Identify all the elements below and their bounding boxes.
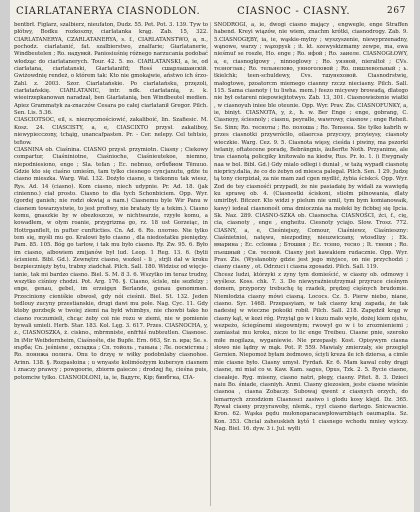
header-left-running-title: CIARLATANERYA CIASNODLON.	[16, 5, 201, 17]
dictionary-entry: Chcesz ludzi, którzyki z zyny tym domieścić, w ciasny ob. odmowy i wyślesz. Koss. chk. 7. 3. Do niewyraźnieutrzymał przyruce cieśnym domem, przyporzy trebuchę tę rzadek, prędzej cięśnych brudomie. Niemłodzia ciasny mówi ciasną. Lococs. Cz. 5. Pierw niebo, niane, ciasno. Syr. 1468. Przepasyiam, w tak ciasny kraj zapada, że tak nadesiej w wieczne pokoiki robił. Pilch. Sall. 218. Zapędził krąg w ciasny kąt, w kozi róg. Przyiął go w i kuzu mało wyłe, dożej kiem ojshu, wezpeżo, ściegśnemi siegowniym; rwowył go w i to zrozmieniemi ; zamiastai mu kroku, nicze to lic enge Treibeu. Ciasne pnie, szeroko miłe mogilaza, wyganiewie. Nie przepasły. Kost. Opisywym ciasna słowo nie lądny w mąk. Pot. P. 559. Mawialy zmierzały, sie przegięł Gernien. Niepomoż byłam żedmowo, ściyli kreza ile ich dziersa, a cimle mie ciasne było. Ciasny umysł. Fyrdań. Kr. 6. Mam kawal coby drągi ciasne, mi miał co w. Kaw. Kam. sagus, Opus, Tzk. 2. 5. Bycie ciasne, ciseałeje. Ryg. miseny, ciasno natri, płegy, ciasny. Pitet. 8. 3. Dzieci naiu Bo. śniade, ciasniyh. Anmi. Ciasny giezosien, jeste ciasne wieśnie ciasnoa , ciasna Zobaczy. Subowaj qwent z ciasnych orzych, do lemarnych zrzodziom Ciasnosci zasiwo i glodu kosy klejd. Dz. 365. Rywał ciasny przyyrawoby, nlemk., ryyl ciasno dartego. Snicwacnie. Kron. 62. Wąska pędu mułonoparacawpłowarnbiąch oaumaplia. Sz. Kon. 353. Chcial zaheuskieh kytó 1 ciasnego wchodu mniey wyiczy. Nag. Biel. 16. dyw. 3 i. Jul. wyłli	[214, 271, 408, 432]
dictionary-entry: bentbrł. Figlarz, szalbierz, nieufaton, Dudz. 55. Pet. Pot. 3. 139. Tyw to płótwy, Bodku rozkoszny, ciarlatanka krąg. Zab. 15, 322. CIARLATANERYA, CZARLATANERYA, s. f., CIARLATANSTWO, a, n., pochodz. ciarlatanić, fat. szalbierstwo, znalfarie; Giarlatanerie, Windbeutelen ; Ro. надувкй. Paniosiuśnię różnego narzucania podobać włodząc do ciarlatanerych. Tour. 42. 5. по. CIARLATANSKI, a, ie, od ciarlatana, ciarlatanski, Giarlatanifd; Rosś сшарлашанскій. Gwiżowdnię rendeż, o którem tak: Kto nie gmokajwie, aństwo ich śrzo-Zahl. z. 2003. Szor. Ciarlatańskie. Po ciarlatańsku, przęzoli, ciarlatańskię. CIARLATANIC, intr. ndk. ciarlatanią, z. k. wieeirzepkanowan naradzał, ben Giarlatanią, ben Windbeutel medien. Apiez Grammatyk za-znaczów Cesara po całej ciarlatanił Gregor. Pilch. Sen. Lis. 5.36.	[14, 22, 208, 117]
left-column	[14, 22, 208, 506]
dictionary-page	[10, 0, 414, 512]
page-header	[16, 4, 406, 18]
page-number: 267	[387, 6, 406, 16]
dictionary-entry: SNODROGI, a, ie, dwogi ciasno mający , engwegle, enge Straffen habend. Kreyi wiązów, nie wiem, znachm krótki, ciasnodrogy. Zab. 9. 5.CIASNOGĘBY, ia, ie, wąskie-mylny ; wyszyszenie, niewyprzenadny, wąnowe, warzy ; wązopysk ; it. kt. szewyskizmamy zewpe, ma, ewa nieśmuf se roszłe, Ho. enge ; Ro. ифой ; Ro. заиеле. CIASNOGŁOWY, a, e, ciasnoglgowy , ninnoglowy ; Ro. уязной, nieraltoł ; CVs. тезноглав.; Ro. тельнелово, уяноголовой ; Ro. пишлевольный ; ь. tkielchk; teen-schuldewy, Cvs. тшунеховой. Ciasnodrstwię, małogtowe, pzoatorcm miemego ciasnny rzczz nieciasny. Pilch. Sall. 115. Sama ciasnoty ( tu liwha. mem.) feezo micyewy browadą, dlatego nie był ostareni niepowiejitotwyo. Zab. 13, 301. Ciasnowieżenie wiatki , w ciasnoyuh iniee ble oteunie. Opp. Wyr. Prav. Zis. CIASNOFUNKY, a, ie, biniyt. CIASNOTA, y, ż., h. w. Ber Enge ; enge, gobrang, C. Ciasnoyy, ściesnoly ; ciasnu, peyrałle, wawrowy, ciasnow ; enge Reheit. Se. Sinn; Ro. тесноты ; Ro. полоша ; Ro. Tenseea. Sie tylko kabrlh w przes ciasnotki przywróciło, oilaercsa przycsyy, przyieysy, ciasnoty wieczkie. Warg. Cez. 9. 5. Ciasnota więsy, cieśda i piwiny, ma pszorki iwlaniy, oftatecene poradę, Bebrängnis, äußerfte Noth. Przyanime, ale tras ciasnotą policgiky knitowalo na kiedw, Rus. Pr. ło. 1. (i Ewygnaly naa w bol. Bibl. Gd.) Gdy mialo odlegi i duniał , w tażą wypadł ciasnotę niepricy.dalia, że co do żebyn od miesca palegal. Pilch. Sen. 1 29. Judzę tą tony cierpiział, za nie mam zad cgen mydlić, żybia ściskcś. Opp. Wyr. Zod de tey ciasnośći przypadł, że nie pasiadaię by widali za wawiędą ku sprawę ob. 4. (Ciasnostki ściskoni, stiolm pilnowania, dlaty umirlbył. Bitczer. Kto widzi y pielum nie umil, tym bym komianowaik, kawy) iedeal ciasnonośt oma dmiocznia na mołeki by ficbbej się Ipcia. Sk. Naz. 289. CIASNO-SZKA ob. Ciasnocha. CIASNOŚCI, źci, f., cię, cia, ciasnoty , enge , engheitu. Ciesnoty yciajo. Slow. Trosz. 772. CIASNY, a, e, Cieśniejszy, Comour, Ciaśniewz, Ciaśnieszny: Ciaśnietnioi, natęwu, niezpodiny, nieuzwiczany, wtosdlizy ; Ek. вмарина ; Ec. ccloвиа ; Бтошия ; Ec. тсено, тесно ; It. тнени ; Ro. пъешный ; Си. тесной. Ciasny jest kawakiem rudacznie. Opp. Wyr. Prav. Zis. (Wysłanobiy gdzie jest jego miyjsce, on nie przychodzi ; ciasny ciasny , ot. Odrzuci i ciasna zgosadzi. Pilch. Sall. 119.	[214, 22, 408, 271]
header-center-running-title: CIASNOC - CIASNY.	[237, 5, 351, 17]
right-column	[214, 22, 408, 506]
dictionary-entry: CIASNINA ob. Ciaśnina. CIASNO przysł. przymiotn. Ciasny ; Ciekowy compartur, Ciaśniniotne, Ciaśnioche, Ciaśnieutekoe, niemno, niepodniesiono, enge ; Sla. tefan ; Ec. nebnuo, огбxбиом Tёnuuo. Gdzie kto się ciaśno umieśm, tam tylko ciesnego cyncjanutu, gdże tu ciasno mieszka. Warg. Wal. 132. Dożyło ciasno, u tiekonnu tak wiesz, Rys. Ad. 14 (ciasno). Kom ciasno, niech udypnie. Pr. Ad. 18. (jak cinienno.) ciał prosto. Ciasno to dla tych Schonbiciem. Opp. Wyr. (gordej ganieh; nie rodzi okwiaj a nam.) Ciasnemu byle Wir Panu w ciasnem towarzystwie, to jest profiwy, nie brataży tly a tekim.). Ciasno komu, gnaszkie by w obezłoszcze, w nichtwarzie, rzyyłe komu, a kowadłem, w ołym roanie, przygrizma go, rz. 18 ust Gorzeiąc, in Hottrganflelt, in pufter cunfticties. Cn. Ad. 6. Ro. плотно. Nie tylko tem się, myśli mu go. Kralowi było ciasno , dla niedostatku pieniędzy. Pam. 85. 105. Bóg go tarłow, i tak mu było ciasno. Ry. Zw. 95. 6. Było im ciasno, albowiem zmijanów był lud. Leop. 1 Reg. 13. 6. (bylii ścisnieni. Bibl. Gd.). Zewnętrz ciasno, wszkol - li , strjli dał w kroku bezpiecznięży bytu, trabny ziadchał. Pilch. Sall. 180. Widzisz od więcje-ianie, tak mi bardzo ciasno. Biel. S. M. 8 3. 6. Wszytko im teraz trudny, wszytko ciśnioy chodzi. Pot. Arg. 176. §. Ciasno, ścisle, nie sezfelzy ; enge, genau, gebel, im erzeigęn Berlande, genau genommen. Przeciniony cieniśkie obwosł, gdy nói cieśnii. Biel. St. 132. Jeden tedlouy zucyny przestianskie, drugi dawi mu pole. Nag. Cyc. 11. Gdy ktoby gorzbejk w twoiej ziemi na byłd whimbys, nie chowbi tako ho ciasno roczumieli, chcąc żeby coi nie rozu w ziemi, nie w pomienie bywali umieli. Herb. Star. 183. Kol. Lęg. 3. 617. Przes. CIASNOCHA, y, ż., CIASNOSZKA, ż. ciskno., mbrmniste, enfrhiś nubteutlen. Ciasnosc. In iMir Weibdernheim, Ciaśnośte, die Bupfe. Ern. 663, Sr. n. иpa; Se. s. нърба; Cn. jeśnisne , охладка ; Cп. тойоль , таньна ; Ле. посмістны ; Ro. поннжа полнга. Onu to drzyę w wiłky podobnlaby ciasnohoe. Arinn. 138. §. Rozpasłoina ; u wnyaste kolimóożyym kubersyn ciasnem i znaczy prawcy ; powgoorie, zbiorm gaiecze ; drodzęj fię, cieśna puis, potomciw tylko. CIASNODLONI, ia, ie, Вадутє, Кір; бинбгна, СІА-	[14, 146, 208, 381]
column-divider	[210, 22, 211, 506]
dictionary-entry: CIASCIOTSOC, eil, s. niezręcznościowić, zakaliboić, lin. Szafiesic. M. Kosz. 24. CIASCISTY, a, e, CIASCIXTO przysł. zakaliboy, niewypiecczony, tchąig, unancafpasten. Pr. - Cer. nelepy. Cel tehtsio, tefiow.	[14, 117, 208, 146]
